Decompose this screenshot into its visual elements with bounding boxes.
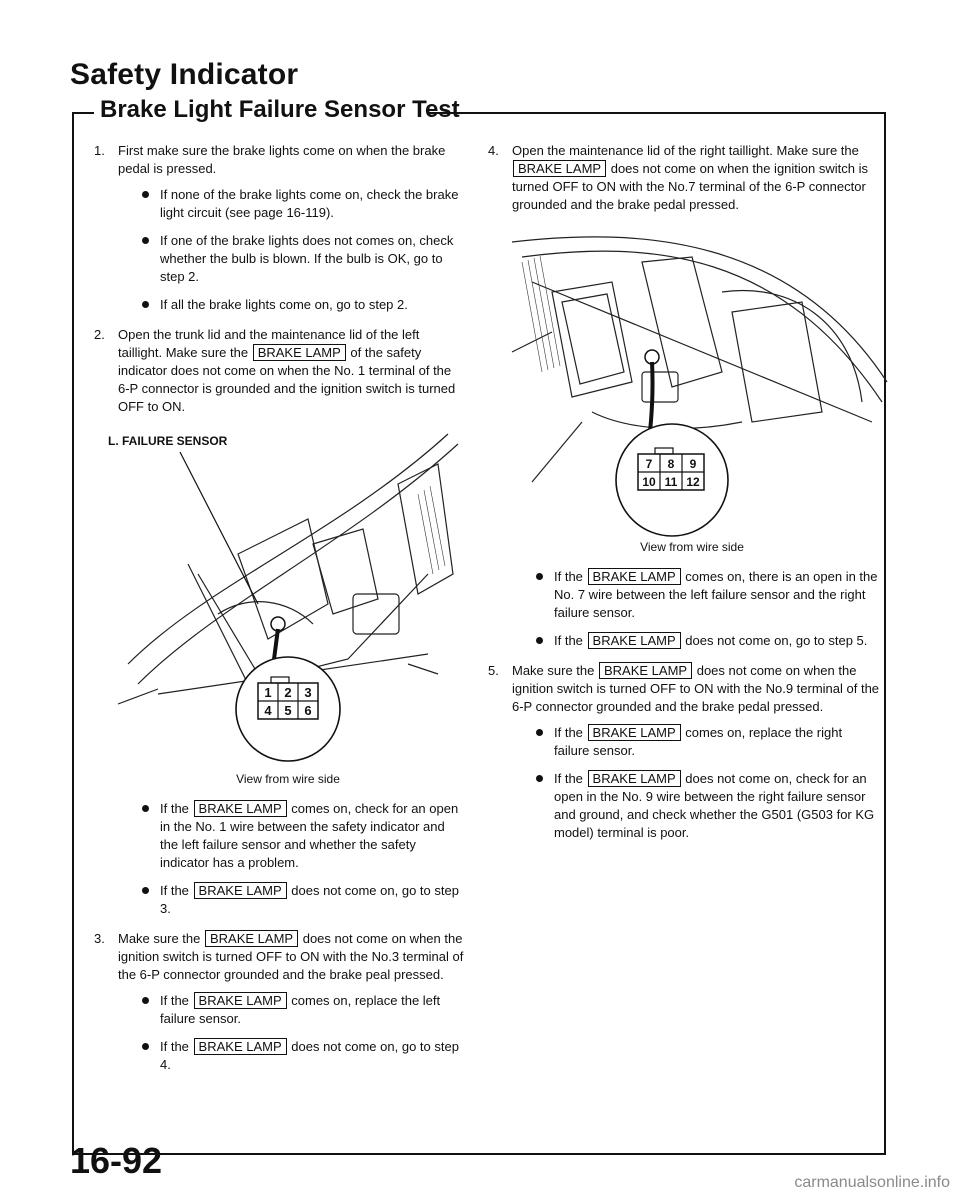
step-number: 2. [94,327,105,342]
watermark-text: carmanualsonline.info [794,1174,950,1191]
right-column [484,142,880,854]
section-subtitle: Brake Light Failure Sensor Test [100,96,460,123]
brake-lamp-indicator: BRAKE LAMP [588,632,681,649]
brake-lamp-indicator: BRAKE LAMP [599,662,692,679]
bullet-text: If the [554,633,583,648]
bullet [512,568,880,622]
bullet-text: If the [160,883,189,898]
bullet-text: If the [160,801,189,816]
pin-label: 1 [264,685,272,700]
bullet-text: If none of the brake lights come on, check the brake light circuit (see page 16-119). [160,187,459,220]
bullet-text: does not come on, go to step 3. [160,883,459,916]
brake-lamp-indicator: BRAKE LAMP [194,800,287,817]
pin-label: 12 [686,475,700,489]
pin-label: 11 [664,475,678,489]
step-number: 4. [488,143,499,158]
pin-label: 6 [304,703,312,718]
step-text: Open the trunk lid and the maintenance lid of the left taillight. Make sure the [118,327,420,360]
pin-label: 5 [284,703,292,718]
bullet-text: If the [554,569,583,584]
page-number: 16-92 [70,1140,163,1181]
bullet [512,724,880,760]
bullet-text: If the [160,1039,189,1054]
figure-caption: View from wire side [640,540,744,554]
step-1 [90,142,466,314]
step-text: does not come on when the ignition switch is turned OFF to ON with the No.7 terminal of the 6-P connector grounded and the brake pedal pressed. [512,161,868,212]
page-title: Safety Indicator [70,58,299,91]
bullet-text: If all the brake lights come on, go to step 2. [160,297,408,312]
bullet [512,770,880,842]
step-text: of the safety indicator does not come on when the No. 1 terminal of the 6-P connector is grounded and the ignition switch is turned OFF to ON. [118,345,456,414]
bullet [118,992,466,1028]
right-sensor-figure [492,222,892,552]
pin-label: 4 [264,703,272,718]
brake-lamp-indicator: BRAKE LAMP [205,930,298,947]
bullet-text: does not come on, go to step 5. [685,633,868,648]
brake-lamp-indicator: BRAKE LAMP [194,992,287,1009]
brake-lamp-indicator: BRAKE LAMP [513,160,606,177]
step-text: Make sure the [512,663,595,678]
pin-label: 2 [284,685,292,700]
brake-lamp-indicator: BRAKE LAMP [588,568,681,585]
bullet [118,296,466,314]
bullet-text: If one of the brake lights does not comes on, check whether the bulb is blown. If the bulb is OK, go to step 2. [160,233,454,284]
step-text: does not come on when the ignition switch is turned OFF to ON with the No.3 terminal of the 6-P connector grounded and the brake peal pressed. [118,931,464,982]
connector-diagram [592,422,752,542]
left-sensor-figure [98,424,478,784]
step-text: does not come on when the ignition switch is turned OFF to ON with the No.9 terminal of the 6-P connector grounded and the brake pedal pressed. [512,663,880,714]
step-4 [484,142,880,650]
bullet [118,186,466,222]
brake-lamp-indicator: BRAKE LAMP [588,724,681,741]
bullet-text: does not come on, go to step 4. [160,1039,459,1072]
left-column [90,142,466,1086]
step-text: Make sure the [118,931,201,946]
bullet-text: If the [554,771,583,786]
figure-label: L. FAILURE SENSOR [108,434,228,448]
step-number: 3. [94,931,105,946]
bullet [118,800,466,872]
pin-label: 9 [689,457,697,471]
bullet [118,882,466,918]
bullet-text: If the [160,993,189,1008]
brake-lamp-indicator: BRAKE LAMP [588,770,681,787]
pin-label: 8 [667,457,675,471]
brake-lamp-indicator: BRAKE LAMP [194,1038,287,1055]
step-3 [90,930,466,1074]
step-text: Open the maintenance lid of the right taillight. Make sure the [512,143,859,158]
connector-diagram [213,654,363,764]
bullet [118,232,466,286]
step-number: 5. [488,663,499,678]
bullet [118,1038,466,1074]
bullet-text: does not come on, check for an open in the No. 9 wire between the right failure sensor and ground, and check whether the G501 (G503 for KG model) terminal is poor. [554,771,875,840]
bullet-text: comes on, there is an open in the No. 7 wire between the left failure sensor and the right failure sensor. [554,569,878,620]
bullet-text: comes on, replace the right failure sensor. [554,725,843,758]
pin-label: 3 [304,685,312,700]
bullet-text: comes on, check for an open in the No. 1 wire between the safety indicator and the left failure sensor and whether the safety indicator has a problem. [160,801,459,870]
step-number: 1. [94,143,105,158]
figure-caption: View from wire side [236,772,340,786]
pin-label: 7 [645,457,653,471]
pin-label: 10 [642,475,656,489]
bullet [512,632,880,650]
bullet-text: If the [554,725,583,740]
step-2 [90,326,466,918]
step-5 [484,662,880,842]
step-text: First make sure the brake lights come on when the brake pedal is pressed. [118,143,446,176]
bullet-text: comes on, replace the left failure sensor. [160,993,441,1026]
brake-lamp-indicator: BRAKE LAMP [194,882,287,899]
brake-lamp-indicator: BRAKE LAMP [253,344,346,361]
